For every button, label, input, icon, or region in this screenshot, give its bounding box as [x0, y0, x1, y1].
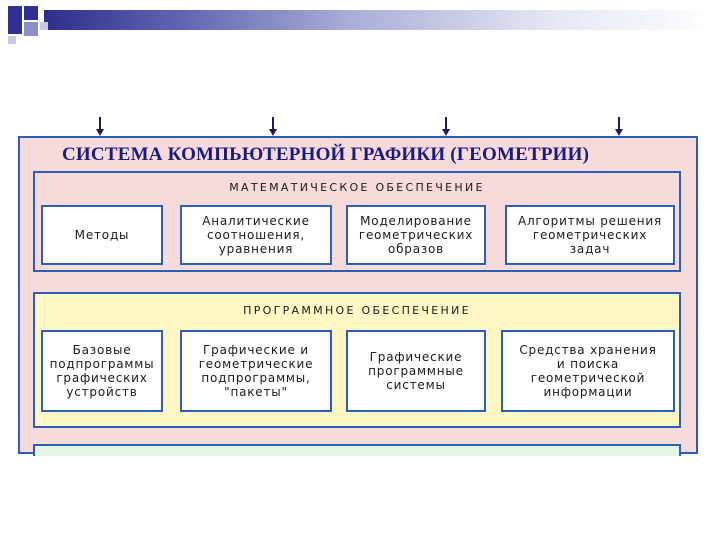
down-arrow-icon — [268, 117, 278, 137]
box-modeling: Моделирование геометрических образов — [346, 205, 486, 265]
box-storage-search: Средства хранения и поиска геометрической информации — [501, 330, 675, 412]
decor-square — [24, 6, 38, 20]
section-label: МАТЕМАТИЧЕСКОЕ ОБЕСПЕЧЕНИЕ — [229, 181, 485, 194]
diagram-title: СИСТЕМА КОМПЬЮТЕРНОЙ ГРАФИКИ (ГЕОМЕТРИИ) — [62, 144, 590, 165]
down-arrow-icon — [614, 117, 624, 137]
down-arrow-icon — [441, 117, 451, 137]
section-math — [33, 171, 681, 272]
box-analytic-relations: Аналитические соотношения, уравнения — [180, 205, 332, 265]
box-graphic-packages: Графические и геометрические подпрограммы, "пакеты" — [180, 330, 332, 412]
header-gradient-bar — [44, 10, 720, 30]
box-base-subroutines: Базовые подпрограммы графических устройств — [41, 330, 163, 412]
decor-square — [40, 22, 48, 30]
box-methods: Методы — [41, 205, 163, 265]
blank-area — [0, 456, 720, 540]
box-graphic-systems: Графические программные системы — [346, 330, 486, 412]
decor-square — [8, 6, 22, 20]
section-label: ПРОГРАММНОЕ ОБЕСПЕЧЕНИЕ — [243, 304, 471, 317]
decor-square — [24, 22, 38, 36]
section-software — [33, 292, 681, 428]
decor-square — [8, 36, 16, 44]
section-next-cutoff — [33, 444, 681, 456]
decor-square — [8, 20, 22, 34]
down-arrow-icon — [95, 117, 105, 137]
box-algorithms: Алгоритмы решения геометрических задач — [505, 205, 675, 265]
